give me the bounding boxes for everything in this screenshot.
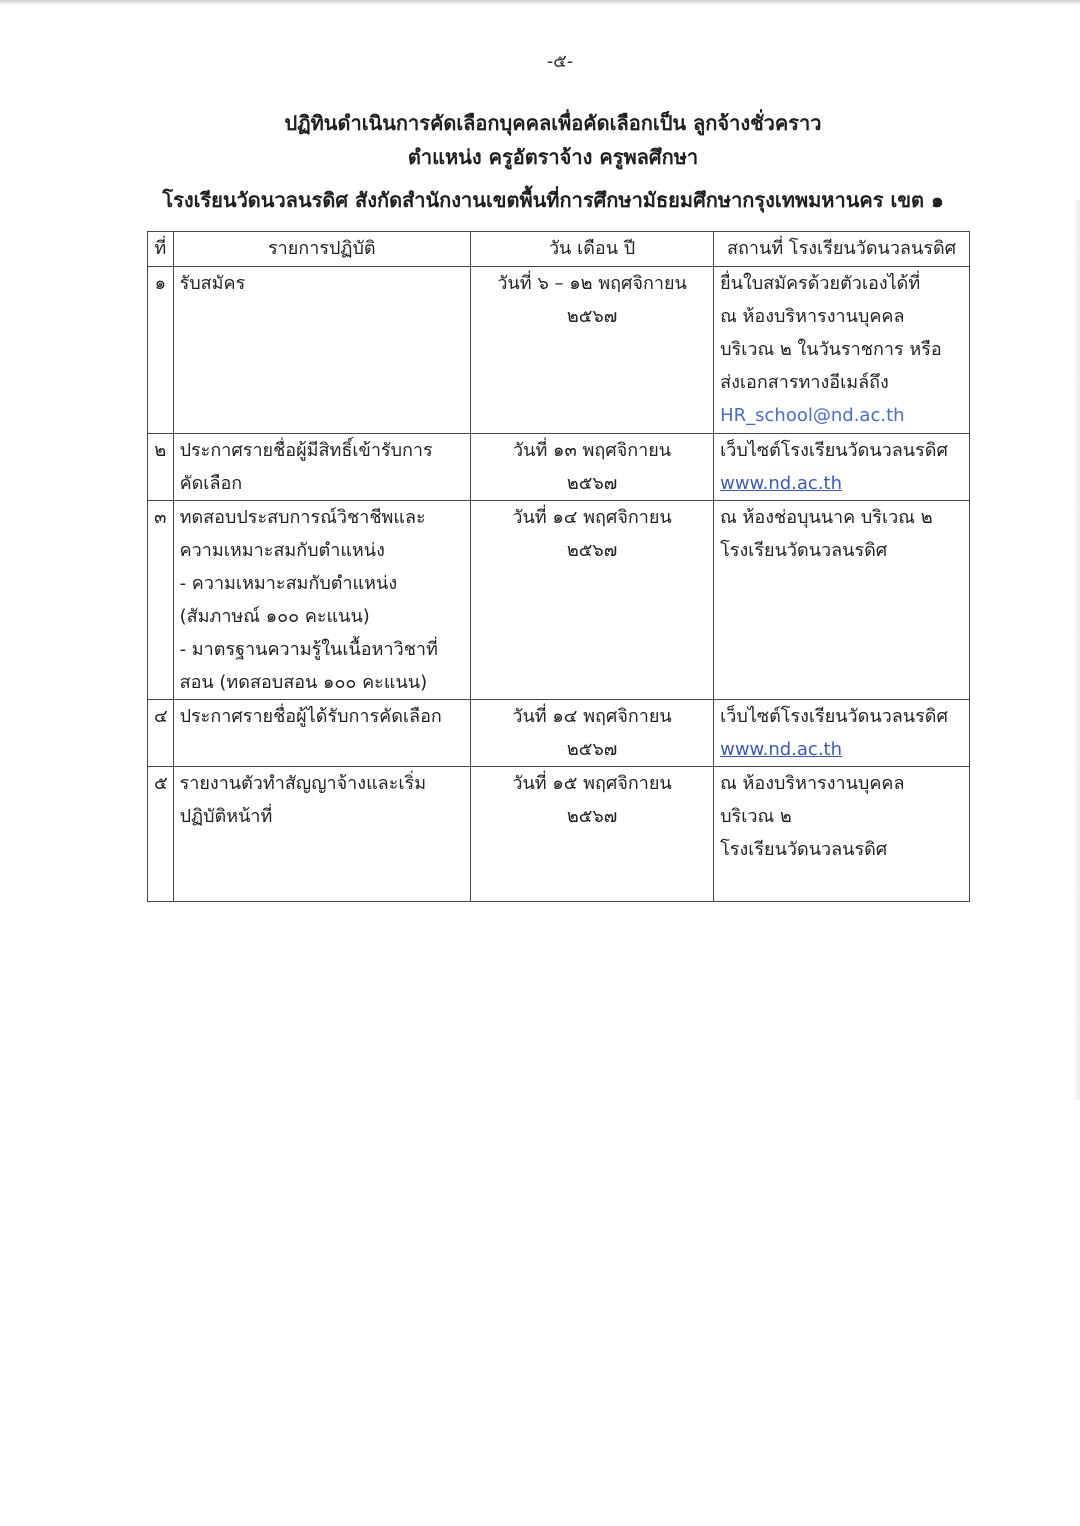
activity-cell xyxy=(173,700,470,767)
table-row xyxy=(148,434,970,501)
website-link[interactable]: www.nd.ac.th xyxy=(720,473,843,494)
header-location: สถานที่ โรงเรียนวัดนวลนรดิศ xyxy=(714,232,970,267)
location-line: โรงเรียนวัดนวลนรดิศ xyxy=(720,839,888,860)
location-line: ยื่นใบสมัครด้วยตัวเองได้ที่ xyxy=(720,273,921,294)
header-date: วัน เดือน ปี xyxy=(471,232,714,267)
page-number: -๕- xyxy=(546,51,574,72)
table-row xyxy=(148,267,970,434)
date-line: วันที่ ๑๕ พฤศจิกายน xyxy=(512,773,672,794)
date-cell xyxy=(471,267,714,434)
activity-line: ประกาศรายชื่อผู้ได้รับการคัดเลือก xyxy=(179,706,442,727)
location-line: โรงเรียนวัดนวลนรดิศ xyxy=(720,540,888,561)
date-line: วันที่ ๑๔ พฤศจิกายน xyxy=(512,507,672,528)
header-no: ที่ xyxy=(148,232,174,267)
location-cell xyxy=(714,267,970,434)
activity-line: คัดเลือก xyxy=(179,473,243,494)
year-line: ๒๕๖๗ xyxy=(566,739,618,760)
table-row xyxy=(148,700,970,767)
date-line: วันที่ ๑๓ พฤศจิกายน xyxy=(513,440,672,461)
activity-line: ความเหมาะสมกับตำแหน่ง xyxy=(179,540,385,561)
school-title: โรงเรียนวัดนวลนรดิศ สังกัดสำนักงานเขตพื้นที่การศึกษามัธยมศึกษากรุงเทพมหานคร เขต ๑ xyxy=(162,188,944,212)
table-row xyxy=(148,501,970,700)
location-line: บริเวณ ๒ ในวันราชการ หรือ xyxy=(720,339,942,360)
location-line: บริเวณ ๒ xyxy=(720,806,792,827)
row-number: ๑ xyxy=(148,267,174,434)
activity-line: ปฏิบัติหน้าที่ xyxy=(179,806,273,827)
email-address[interactable]: HR_school@nd.ac.th xyxy=(720,405,905,426)
scan-top-edge xyxy=(0,0,1080,4)
location-line: ณ ห้องช่อบุนนาค บริเวณ ๒ xyxy=(720,507,933,528)
row-number: ๕ xyxy=(148,767,174,902)
website-link[interactable]: www.nd.ac.th xyxy=(720,739,843,760)
location-line: ณ ห้องบริหารงานบุคคล xyxy=(720,773,905,794)
position-title: ตำแหน่ง ครูอัตราจ้าง ครูพลศึกษา xyxy=(407,145,699,169)
location-line: ส่งเอกสารทางอีเมล์ถึง xyxy=(720,372,889,393)
date-line: วันที่ ๖ – ๑๒ พฤศจิกายน xyxy=(497,273,687,294)
date-cell xyxy=(471,501,714,700)
year-line: ๒๕๖๗ xyxy=(566,540,618,561)
schedule-table xyxy=(147,231,970,902)
location-line: เว็บไซต์โรงเรียนวัดนวลนรดิศ xyxy=(720,440,948,461)
activity-line: ประกาศรายชื่อผู้มีสิทธิ์เข้ารับการ xyxy=(179,440,433,461)
location-line: ณ ห้องบริหารงานบุคคล xyxy=(720,306,905,327)
year-line: ๒๕๖๗ xyxy=(566,806,618,827)
location-cell xyxy=(714,434,970,501)
activity-line: รับสมัคร xyxy=(179,273,246,294)
location-cell xyxy=(714,501,970,700)
activity-line: (สัมภาษณ์ ๑๐๐ คะแนน) xyxy=(179,606,370,627)
date-line: วันที่ ๑๔ พฤศจิกายน xyxy=(512,706,672,727)
row-number: ๔ xyxy=(148,700,174,767)
date-cell xyxy=(471,700,714,767)
activity-cell xyxy=(173,501,470,700)
location-cell xyxy=(714,700,970,767)
date-cell xyxy=(471,767,714,902)
table-header-row xyxy=(148,232,970,267)
year-line: ๒๕๖๗ xyxy=(566,473,618,494)
activity-cell xyxy=(173,267,470,434)
activity-cell xyxy=(173,767,470,902)
scan-right-shadow xyxy=(1072,200,1080,1100)
header-activity: รายการปฏิบัติ xyxy=(173,232,470,267)
row-number: ๒ xyxy=(148,434,174,501)
activity-line: - มาตรฐานความรู้ในเนื้อหาวิชาที่ xyxy=(179,639,438,660)
row-number: ๓ xyxy=(148,501,174,700)
date-cell xyxy=(471,434,714,501)
activity-line: สอน (ทดสอบสอน ๑๐๐ คะแนน) xyxy=(179,672,428,693)
activity-cell xyxy=(173,434,470,501)
document-title: ปฏิทินดำเนินการคัดเลือกบุคคลเพื่อคัดเลือกเป็น ลูกจ้างชั่วคราว xyxy=(284,111,822,135)
year-line: ๒๕๖๗ xyxy=(566,306,618,327)
table-row xyxy=(148,767,970,902)
activity-line: - ความเหมาะสมกับตำแหน่ง xyxy=(179,573,398,594)
activity-line: ทดสอบประสบการณ์วิชาชีพและ xyxy=(179,507,426,528)
location-cell xyxy=(714,767,970,902)
activity-line: รายงานตัวทำสัญญาจ้างและเริ่ม xyxy=(179,773,427,794)
location-line: เว็บไซต์โรงเรียนวัดนวลนรดิศ xyxy=(720,706,948,727)
